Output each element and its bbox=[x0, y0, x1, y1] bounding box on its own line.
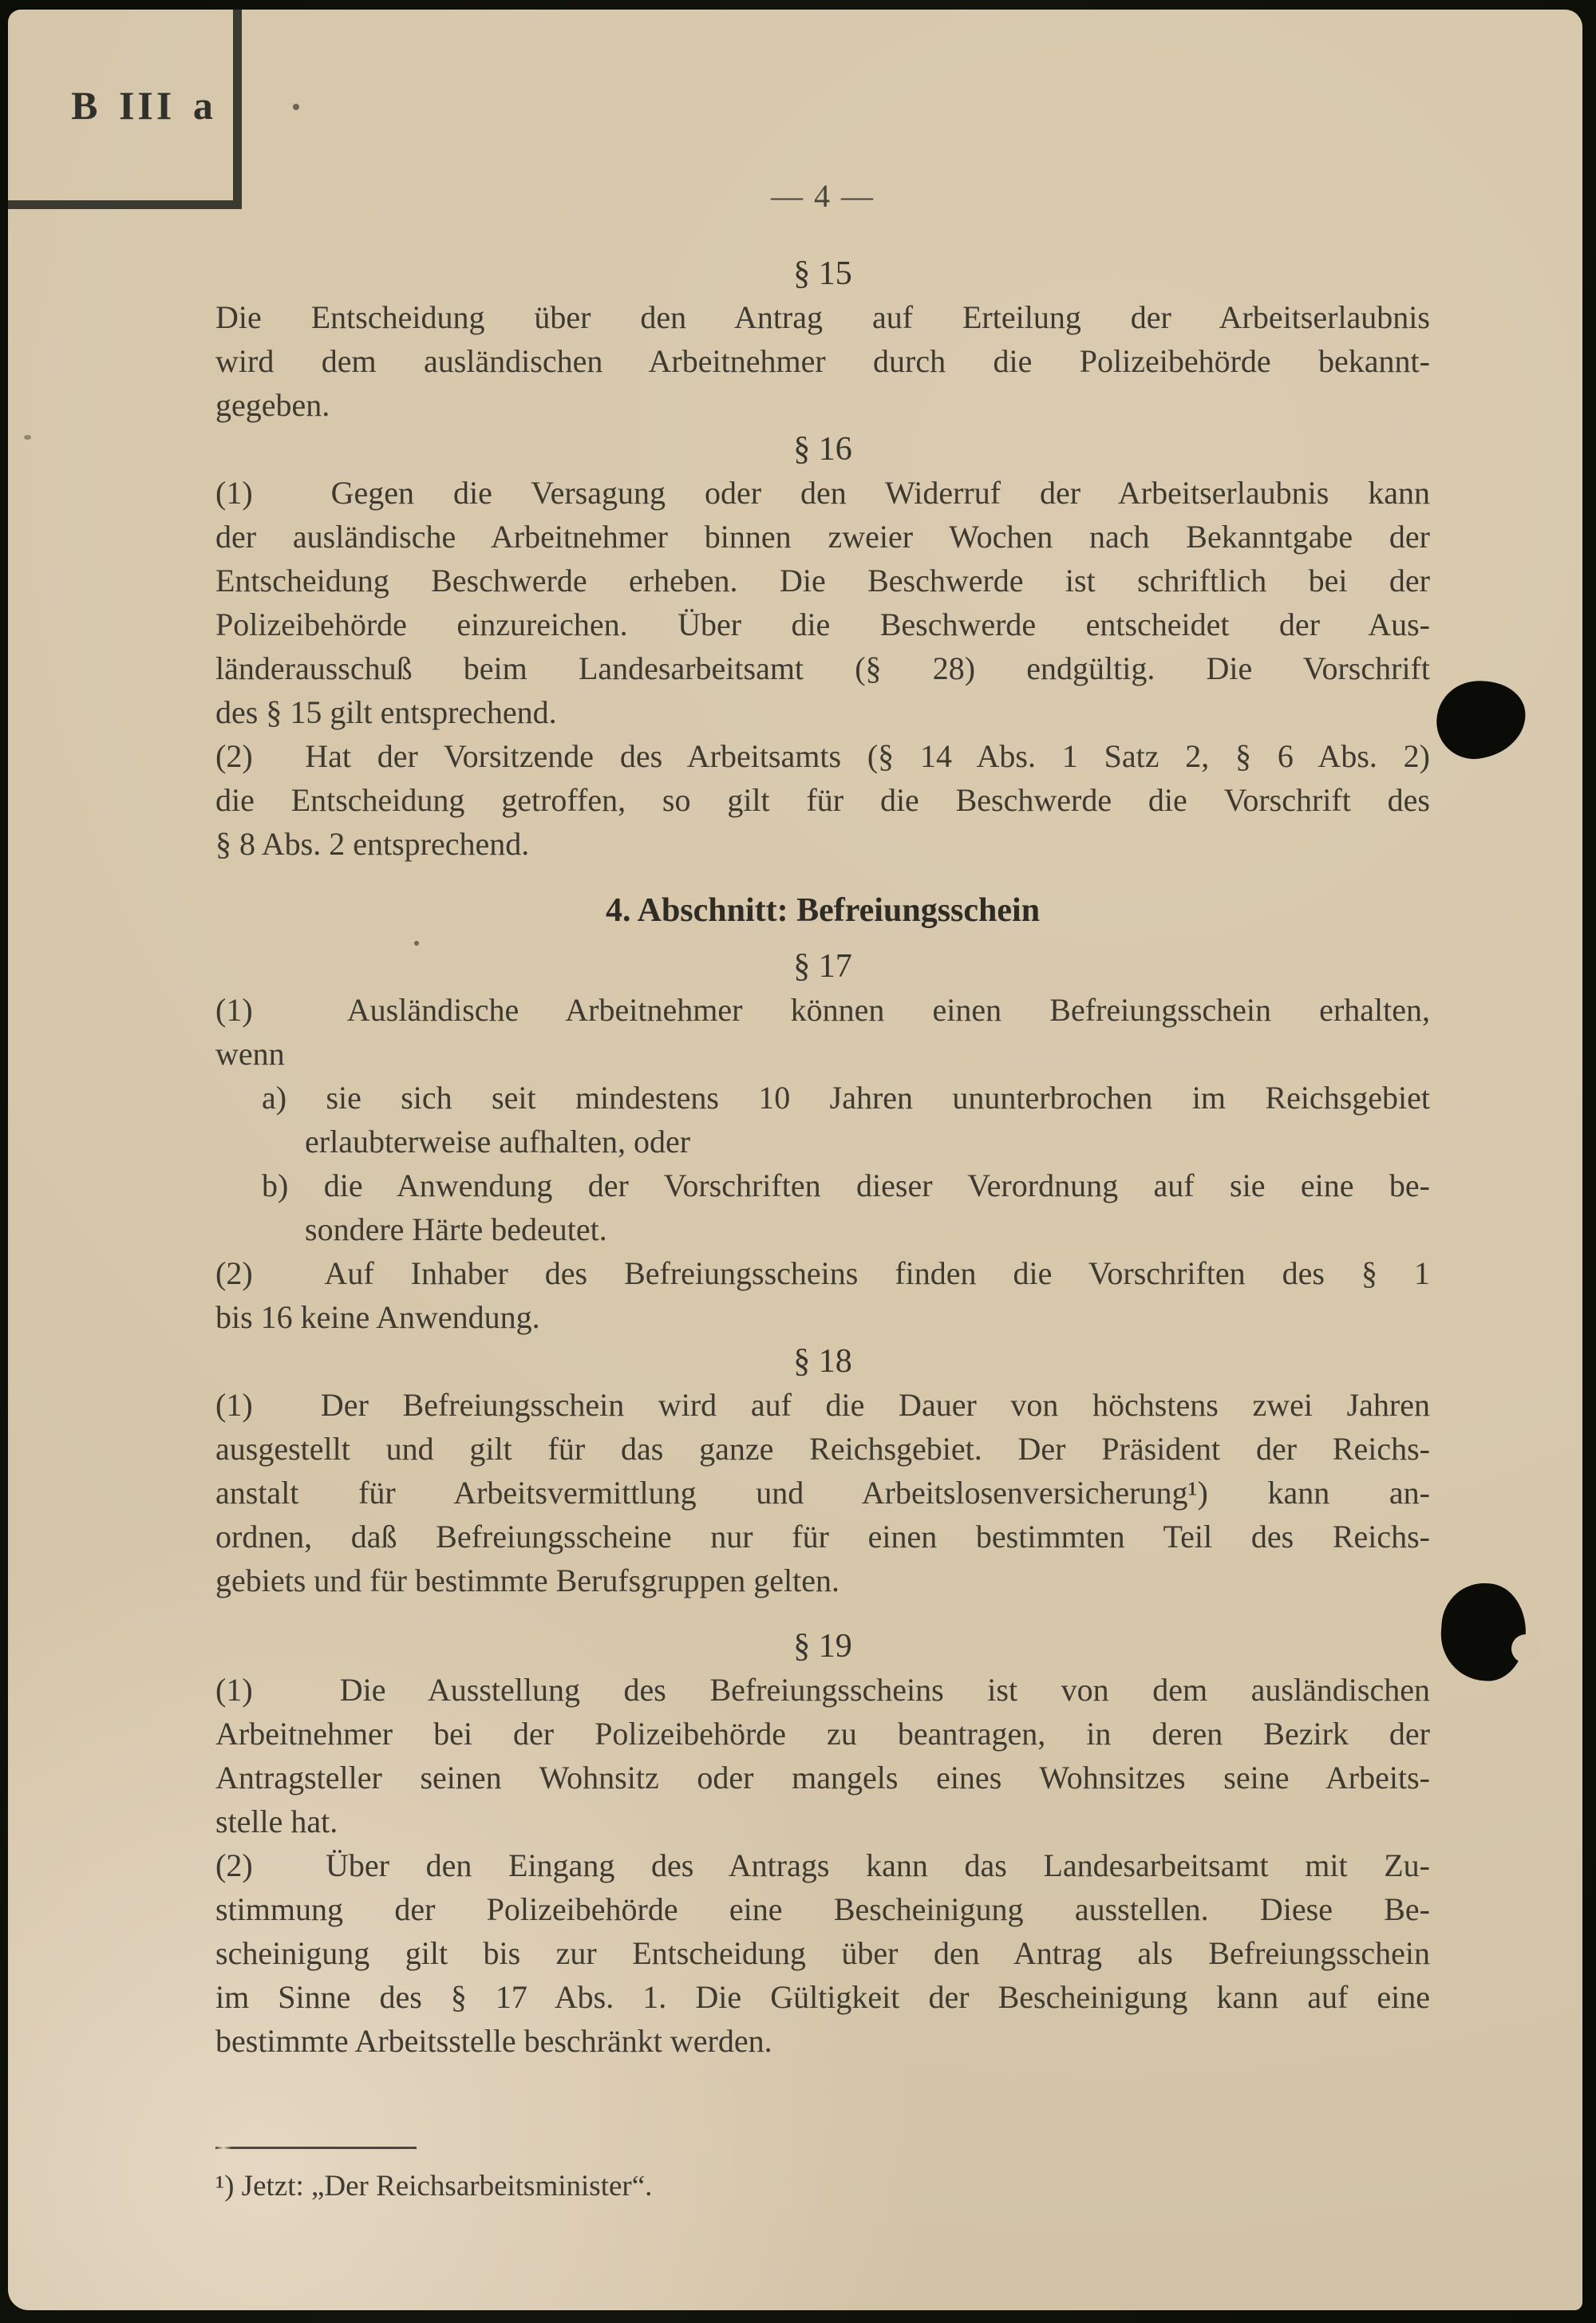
text-line: Arbeitnehmer bei der Polizeibehörde zu beantragen, in deren Bezirk der bbox=[215, 1716, 1430, 1752]
text-line: bis 16 keine Anwendung. bbox=[215, 1299, 540, 1335]
text-line: bestimmte Arbeitsstelle beschränkt werden. bbox=[215, 2023, 772, 2059]
section-heading-16: § 16 bbox=[793, 431, 852, 468]
text-line: (2) Auf Inhaber des Befreiungsscheins finden die Vorschriften des § 1 bbox=[215, 1255, 1430, 1291]
text-line: stimmung der Polizeibehörde eine Bescheinigung ausstellen. Diese Be- bbox=[215, 1891, 1430, 1927]
text-line: stelle hat. bbox=[215, 1803, 338, 1839]
ink-blot bbox=[1432, 676, 1531, 764]
classification-label: B III a bbox=[71, 82, 216, 128]
page-number: — 4 — bbox=[771, 178, 875, 214]
text-line: wenn bbox=[215, 1036, 285, 1072]
text-line: ausgestellt und gilt für das ganze Reichsgebiet. Der Präsident der Reichs- bbox=[215, 1431, 1430, 1467]
ink-speck bbox=[414, 941, 419, 946]
section-heading-17: § 17 bbox=[793, 948, 852, 985]
text-line: (1) Gegen die Versagung oder den Widerruf der Arbeitserlaubnis kann bbox=[215, 475, 1430, 511]
section-heading-18: § 18 bbox=[793, 1343, 852, 1380]
list-item-b-line: b) die Anwendung der Vorschriften dieser Verordnung auf sie eine be- bbox=[262, 1167, 1430, 1203]
text-line: die Entscheidung getroffen, so gilt für die Beschwerde die Vorschrift des bbox=[215, 782, 1430, 818]
text-line: anstalt für Arbeitsvermittlung und Arbeitslosenversicherung¹) kann an- bbox=[215, 1475, 1430, 1511]
paper-sheet bbox=[8, 10, 1582, 2310]
ink-speck bbox=[293, 104, 299, 110]
text-line: (1) Die Ausstellung des Befreiungsscheins ist von dem ausländischen bbox=[215, 1672, 1430, 1708]
text-line: ordnen, daß Befreiungsscheine nur für einen bestimmten Teil des Reichs- bbox=[215, 1519, 1430, 1555]
section-heading-19: § 19 bbox=[793, 1628, 852, 1665]
text-line: scheinigung gilt bis zur Entscheidung über den Antrag als Befreiungsschein bbox=[215, 1935, 1430, 1971]
ink-blot bbox=[1438, 1580, 1529, 1683]
text-line: wird dem ausländischen Arbeitnehmer durch die Polizeibehörde bekannt- bbox=[215, 343, 1430, 379]
footnote-rule bbox=[215, 2147, 417, 2149]
text-line: gebiets und für bestimmte Berufsgruppen gelten. bbox=[215, 1562, 840, 1598]
text-line: des § 15 gilt entsprechend. bbox=[215, 694, 557, 730]
text-line: (2) Über den Eingang des Antrags kann das Landesarbeitsamt mit Zu- bbox=[215, 1847, 1430, 1883]
text-line: gegeben. bbox=[215, 387, 330, 423]
ink-speck bbox=[24, 435, 31, 440]
text-line: Antragsteller seinen Wohnsitz oder mangels eines Wohnsitzes seine Arbeits- bbox=[215, 1760, 1430, 1796]
list-item-b-line: sondere Härte bedeutet. bbox=[305, 1211, 607, 1247]
text-line: (1) Ausländische Arbeitnehmer können einen Befreiungsschein erhalten, bbox=[215, 992, 1430, 1028]
text-line: länderausschuß beim Landesarbeitsamt (§ 28) endgültig. Die Vorschrift bbox=[215, 650, 1430, 686]
classification-box bbox=[8, 10, 242, 209]
document-body bbox=[215, 10, 1430, 2310]
text-line: (2) Hat der Vorsitzende des Arbeitsamts (§ 14 Abs. 1 Satz 2, § 6 Abs. 2) bbox=[215, 738, 1430, 774]
list-item-a-line: erlaubterweise aufhalten, oder bbox=[305, 1124, 691, 1160]
text-line: Entscheidung Beschwerde erheben. Die Beschwerde ist schriftlich bei der bbox=[215, 563, 1430, 599]
text-line: Polizeibehörde einzureichen. Über die Beschwerde entscheidet der Aus- bbox=[215, 606, 1430, 642]
list-item-a-line: a) sie sich seit mindestens 10 Jahren ununterbrochen im Reichsgebiet bbox=[262, 1080, 1430, 1116]
text-line: Die Entscheidung über den Antrag auf Erteilung der Arbeitserlaubnis bbox=[215, 299, 1430, 335]
footnote-text: ¹) Jetzt: „Der Reichsarbeitsminister“. bbox=[215, 2170, 653, 2203]
text-line: im Sinne des § 17 Abs. 1. Die Gültigkeit der Bescheinigung kann auf eine bbox=[215, 1979, 1430, 2015]
text-line: § 8 Abs. 2 entsprechend. bbox=[215, 826, 530, 862]
text-line: (1) Der Befreiungsschein wird auf die Dauer von höchstens zwei Jahren bbox=[215, 1387, 1430, 1423]
ink-blot-notch bbox=[1511, 1634, 1540, 1663]
abschnitt-heading: 4. Abschnitt: Befreiungsschein bbox=[605, 892, 1041, 929]
section-heading-15: § 15 bbox=[793, 255, 852, 292]
text-line: der ausländische Arbeitnehmer binnen zweier Wochen nach Bekanntgabe der bbox=[215, 519, 1430, 555]
